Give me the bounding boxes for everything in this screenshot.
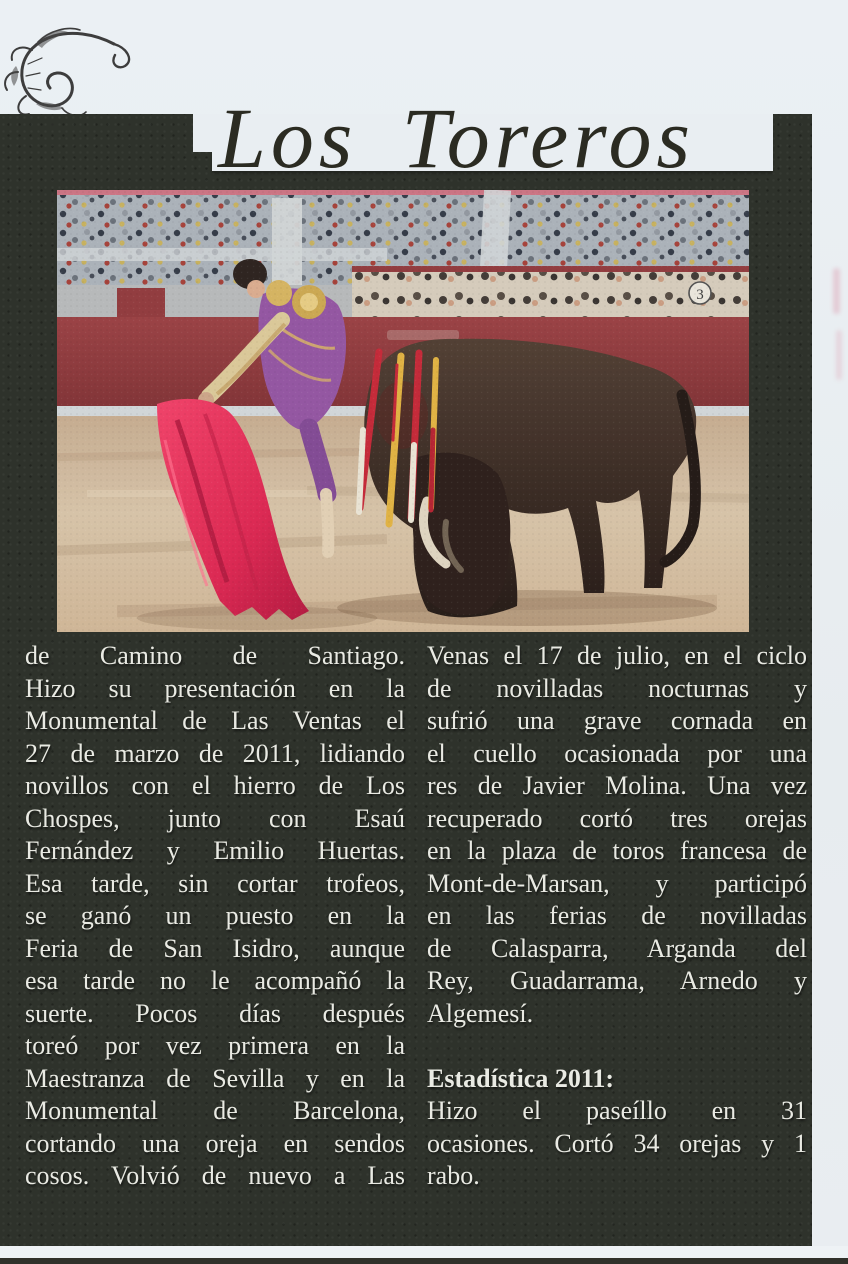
text-line: sufrió una grave cornada en [427, 706, 807, 735]
text-line: esa tarde no le acompañó la [25, 966, 405, 995]
text-line: Feria de San Isidro, aunque [25, 933, 405, 963]
text-line: toreó por vez primera en la [25, 1031, 405, 1060]
text-line: Monumental de Barcelona, [25, 1096, 405, 1125]
bullfight-photo [57, 190, 749, 632]
bottom-paper-strip [0, 1246, 848, 1258]
text-line: Maestranza de Sevilla y en la [25, 1063, 405, 1093]
title-banner-step [193, 114, 212, 152]
text-line: Hizo el paseíllo en 31 [427, 1096, 807, 1125]
text-line: Fernández y Emilio Huertas. [25, 836, 405, 865]
text-line: cosos. Volvió de nuevo a Las [25, 1161, 405, 1190]
stats-paragraph [427, 1095, 807, 1193]
text-line: se ganó un puesto en la [25, 901, 405, 930]
text-line: Rey, Guadarrama, Arnedo y [427, 966, 807, 995]
body-text [25, 640, 807, 1193]
ink-bleed-mark [836, 330, 842, 380]
text-line: recuperado cortó tres orejas [427, 803, 807, 833]
text-line: en la plaza de toros francesa de [427, 836, 807, 865]
stats-heading: Estadística 2011: [427, 1063, 615, 1093]
text-line: de Calasparra, Arganda del [427, 933, 807, 963]
next-page-edge [0, 1258, 848, 1264]
text-line: el cuello ocasionada por una [427, 738, 807, 768]
right-column [427, 640, 807, 1193]
paragraph-gap [427, 1030, 807, 1063]
ink-bleed-mark [833, 268, 840, 314]
text-line: novillos con el hierro de Los [25, 771, 405, 800]
text-line: de novilladas nocturnas y [427, 673, 807, 703]
text-line: res de Javier Molina. Una vez [427, 771, 807, 800]
text-line: 27 de marzo de 2011, lidiando [25, 738, 405, 768]
left-column [25, 640, 405, 1193]
text-line: rabo. [427, 1161, 480, 1190]
text-line: Hizo su presentación en la [25, 673, 405, 703]
text-line: Chospes, junto con Esaú [25, 803, 405, 833]
text-line: Monumental de Las Ventas el [25, 706, 405, 735]
text-line: Venas el 17 de julio, en el ciclo [427, 641, 807, 670]
text-line: suerte. Pocos días después [25, 998, 405, 1028]
text-line: Esa tarde, sin cortar trofeos, [25, 868, 405, 898]
page-title: Los Toreros [218, 90, 695, 186]
text-line: cortando una oreja en sendos [25, 1128, 405, 1158]
right-column-paragraph [427, 640, 807, 1030]
text-line: Algemesí. [427, 998, 534, 1028]
text-line: en las ferias de novilladas [427, 901, 807, 930]
text-line: de Camino de Santiago. [25, 641, 405, 670]
text-line: Mont-de-Marsan, y participó [427, 868, 807, 898]
text-line: ocasiones. Cortó 34 orejas y 1 [427, 1128, 807, 1158]
flourish-ornament-icon [2, 20, 140, 120]
